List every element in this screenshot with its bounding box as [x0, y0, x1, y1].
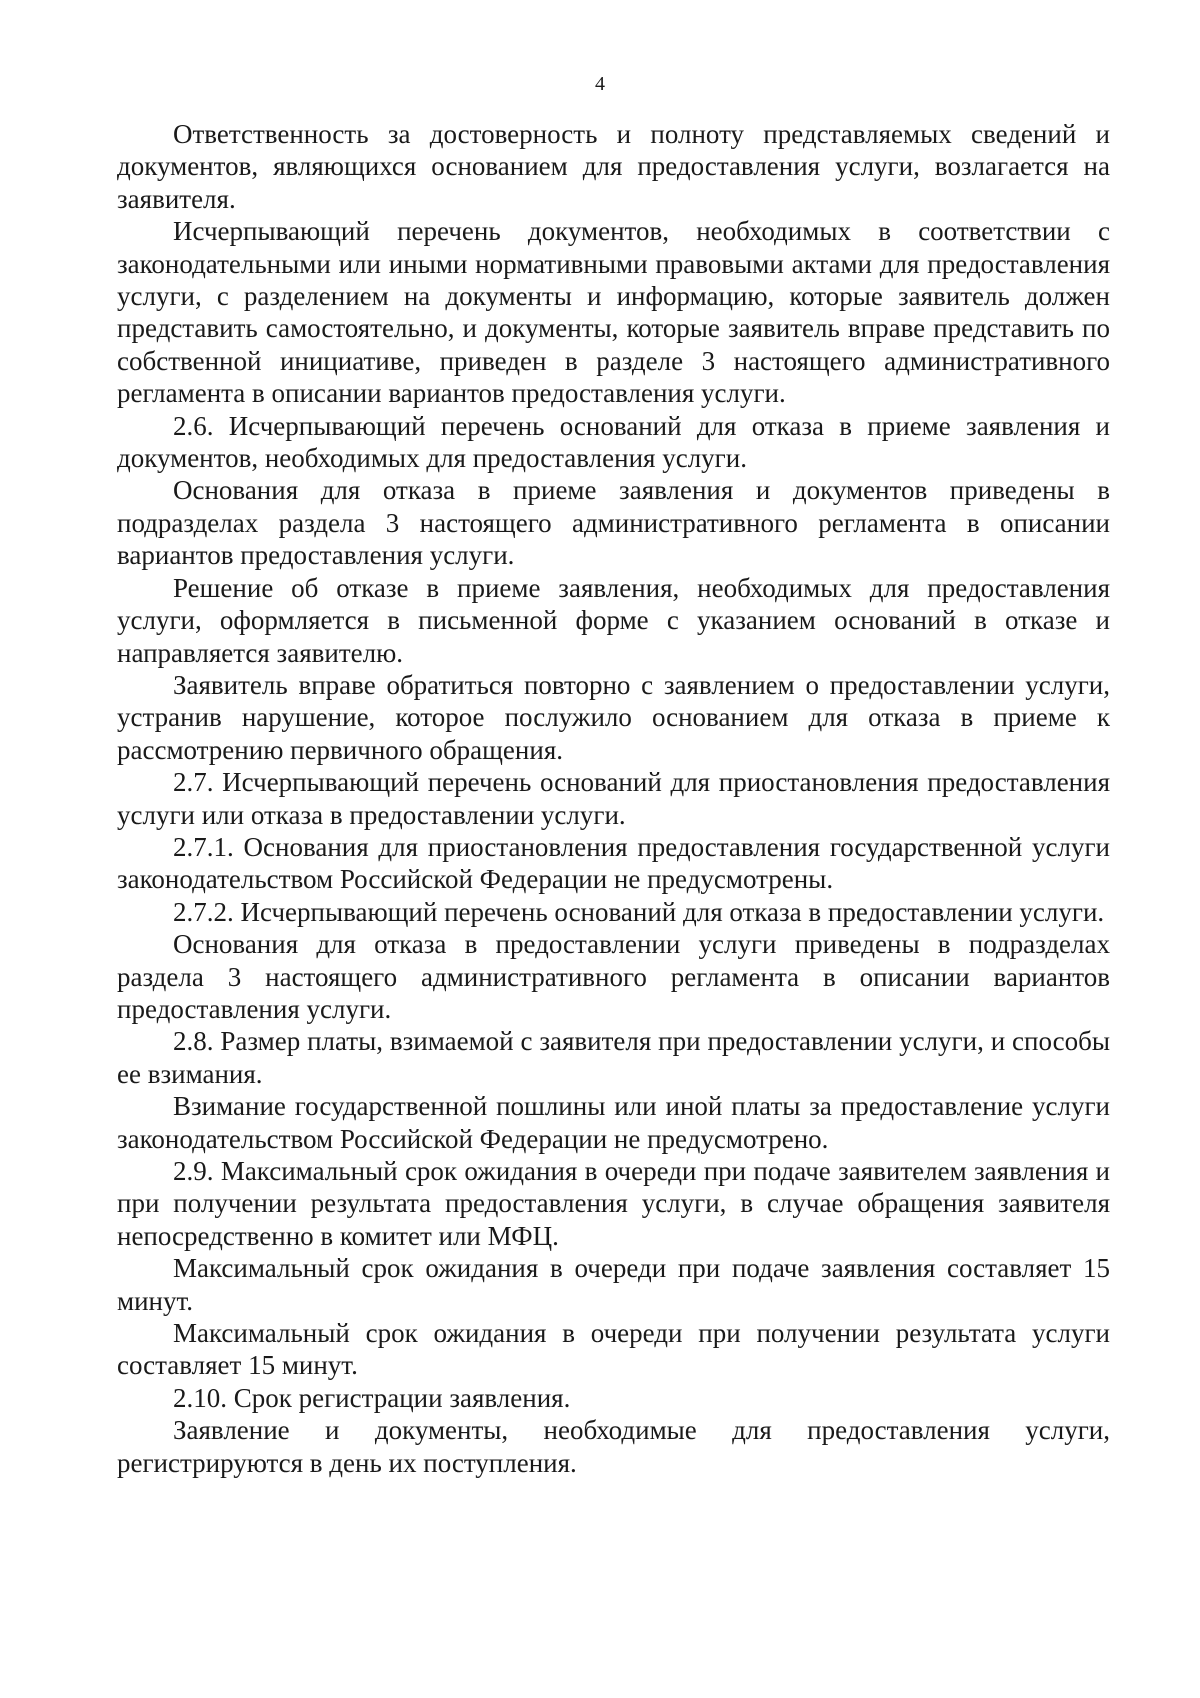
paragraph-registration: Заявление и документы, необходимые для предоставления услуги, регистрируются в день их поступления. [117, 1415, 1110, 1478]
paragraph-section-2-8: 2.8. Размер платы, взимаемой с заявителя при предоставлении услуги, и способы ее взимания. [117, 1026, 1110, 1089]
paragraph-refusal-grounds: Основания для отказа в приеме заявления и документов приведены в подразделах раздела 3 настоящего административного регламента в описании вариантов предоставления услуги. [117, 475, 1110, 571]
paragraph-section-2-7: 2.7. Исчерпывающий перечень оснований для приостановления предоставления услуги или отказа в предоставлении услуги. [117, 767, 1110, 830]
paragraph-refusal-decision: Решение об отказе в приеме заявления, необходимых для предоставления услуги, оформляется в письменной форме с указанием оснований в отказе и направляется заявителю. [117, 572, 1110, 668]
paragraph-queue-result: Максимальный срок ожидания в очереди при получении результата услуги составляет 15 минут. [117, 1318, 1110, 1381]
paragraph-section-2-7-1: 2.7.1. Основания для приостановления предоставления государственной услуги законодательством Российской Федерации не предусмотрены. [117, 831, 1110, 895]
paragraph-responsibility: Ответственность за достоверность и полноту представляемых сведений и документов, являющихся основанием для предоставления услуги, возлагается на заявителя. [117, 119, 1110, 214]
paragraph-section-2-7-2: 2.7.2. Исчерпывающий перечень оснований для отказа в предоставлении услуги. [173, 896, 1105, 927]
paragraph-section-2-10: 2.10. Срок регистрации заявления. [173, 1382, 571, 1413]
document-body [117, 118, 1110, 1479]
paragraph-refusal-service-grounds: Основания для отказа в предоставлении услуги приведены в подразделах раздела 3 настоящего административного регламента в описании вариантов предоставления услуги. [117, 929, 1110, 1024]
paragraph-section-2-9: 2.9. Максимальный срок ожидания в очереди при подаче заявителем заявления и при получении результата предоставления услуги, в случае обращения заявителя непосредственно в комитет или МФЦ. [117, 1156, 1110, 1251]
page-number: 4 [595, 73, 605, 95]
paragraph-documents-list: Исчерпывающий перечень документов, необходимых в соответствии с законодательными или иными нормативными правовыми актами для предоставления услуги, с разделением на документы и информацию, которые заявитель должен представить самостоятельно, и документы, которые заявитель вправе представить по собственной инициативе, приведен в разделе 3 настоящего административного регламента в описании вариантов предоставления услуги. [117, 216, 1110, 409]
paragraph-repeat-application: Заявитель вправе обратиться повторно с заявлением о предоставлении услуги, устранив нарушение, которое послужило основанием для отказа в приеме к рассмотрению первичного обращения. [117, 669, 1110, 765]
paragraph-section-2-6: 2.6. Исчерпывающий перечень оснований для отказа в приеме заявления и документов, необходимых для предоставления услуги. [117, 410, 1110, 474]
paragraph-queue-submission: Максимальный срок ожидания в очереди при подаче заявления составляет 15 минут. [117, 1253, 1110, 1316]
paragraph-fee: Взимание государственной пошлины или иной платы за предоставление услуги законодательством Российской Федерации не предусмотрено. [117, 1091, 1110, 1154]
